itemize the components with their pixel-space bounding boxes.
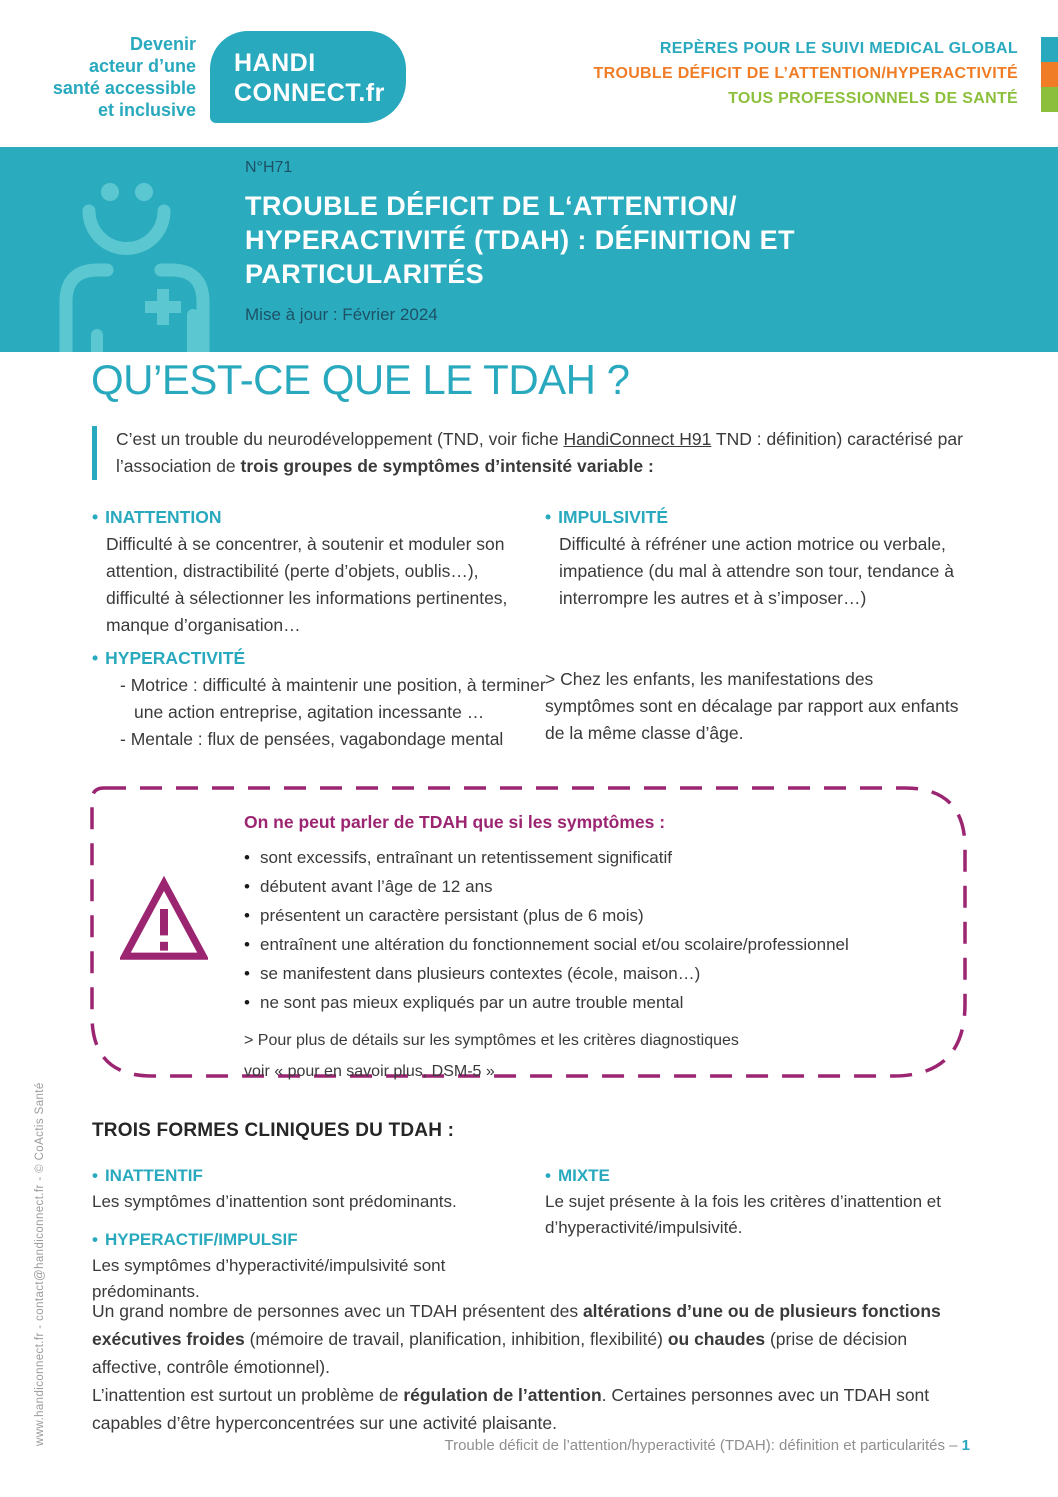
symptom-name: HYPERACTIVITÉ [105, 648, 246, 668]
brand-tagline [40, 33, 196, 121]
bullet-icon: • [244, 993, 250, 1012]
bullet-icon: • [244, 877, 250, 896]
closing-text: L’inattention est surtout un problème de [92, 1385, 404, 1405]
symptom-hyperactivite [92, 645, 545, 753]
logo-line-1: HANDI [234, 49, 316, 77]
fiche-title-line: HYPERACTIVITÉ (TDAH) : DÉFINITION ET [245, 225, 795, 255]
symptom-name: IMPULSIVITÉ [558, 507, 669, 527]
tagline-line: Devenir [129, 34, 196, 54]
handiconnect-logo-text [234, 48, 385, 108]
symptom-name: INATTENTION [105, 507, 222, 527]
form-hyperactif-impulsif [92, 1227, 545, 1305]
intro-paragraph [92, 426, 989, 480]
form-description: Le sujet présente à la fois les critères d’inattention et d’hyperactivité/impulsivité. [545, 1192, 941, 1237]
warning-more-info [244, 1025, 904, 1087]
symptom-description: Difficulté à réfréner une action motrice ou verbale, impatience (du mal à attendre son tour, tendance à interrompre les autres et à s’imposer…) [559, 534, 954, 608]
warning-triangle-icon [120, 866, 208, 976]
clinical-forms-heading: TROIS FORMES CLINIQUES DU TDAH : [92, 1120, 455, 1141]
section-heading-quest-ce-que-le-tdah: QU’EST-CE QUE LE TDAH ? [91, 356, 630, 403]
topic-suivi-medical: REPÈRES POUR LE SUIVI MEDICAL GLOBAL [659, 40, 1018, 57]
children-note-cell [545, 645, 967, 753]
closing-text: Un grand nombre de personnes avec un TDAH présentent des [92, 1301, 583, 1321]
page-footer [444, 1437, 970, 1454]
warning-bullet: • présentent un caractère persistant (plus de 6 mois) [244, 901, 904, 930]
fiche-title-line: TROUBLE DÉFICIT DE L‘ATTENTION/ [245, 191, 737, 221]
clinical-forms [92, 1163, 965, 1305]
bullet-icon: • [244, 848, 250, 867]
warning-criteria-list [244, 843, 904, 1017]
symptom-groups [92, 504, 965, 753]
topic-tdah: TROUBLE DÉFICIT DE L’ATTENTION/HYPERACTIVITÉ [593, 65, 1018, 82]
warning-box [90, 786, 967, 1078]
handiconnect-h91-link[interactable]: HandiConnect H91 [563, 429, 712, 449]
symptom-description: Difficulté à se concentrer, à soutenir et moduler son attention, distractibilité (perte d’objets, oublis…), difficulté à sélectionner les informations pertinentes, manque d’organisation… [106, 534, 508, 635]
form-inattentif [92, 1163, 545, 1215]
closing-text-bold: régulation de l’attention [403, 1385, 602, 1405]
topic-color-bars [1041, 37, 1058, 112]
symptom-sub-item: - Mentale : flux de pensées, vagabondage mental [120, 729, 504, 749]
closing-text: (prise de décision affective, contrôle émotionnel). [92, 1329, 908, 1377]
warning-bullet: • entraînent une altération du fonctionnement social et/ou scolaire/professionnel [244, 930, 904, 959]
clinical-forms-left-column [92, 1163, 545, 1305]
children-note: > Chez les enfants, les manifestations des symptômes sont en décalage par rapport aux enfants de la même classe d’âge. [545, 669, 959, 743]
intro-text: TND : définition) caractérisé par l’association de [116, 429, 963, 476]
clinical-forms-right-column [545, 1163, 965, 1305]
color-bar-green [1041, 87, 1058, 112]
form-description: Les symptômes d’hyperactivité/impulsivité sont prédominants. [92, 1256, 446, 1301]
bullet-icon: • [92, 648, 99, 668]
title-banner [0, 147, 1058, 352]
warning-more-line: > Pour plus de détails sur les symptômes et les critères diagnostiques [244, 1032, 739, 1049]
warning-bullet: • ne sont pas mieux expliqués par un autre trouble mental [244, 988, 904, 1017]
handiconnect-logo [210, 31, 406, 123]
warning-bullet: • débutent avant l’âge de 12 ans [244, 872, 904, 901]
bullet-icon: • [244, 935, 250, 954]
form-mixte [545, 1163, 965, 1241]
closing-text-bold: ou chaudes [667, 1329, 766, 1349]
update-date: Mise à jour : Février 2024 [245, 305, 438, 324]
color-bar-teal [1041, 37, 1058, 62]
bullet-icon: • [545, 1166, 551, 1185]
page-number: 1 [961, 1437, 970, 1454]
symptom-impulsivite [545, 504, 967, 639]
closing-text-bold: altérations d’une ou de plusieurs fonctions exécutives froides [92, 1301, 941, 1349]
intro-text: C’est un trouble du neurodéveloppement (TND, voir fiche [116, 429, 564, 449]
header-topics [594, 36, 1018, 111]
warning-bullet: • se manifestent dans plusieurs contextes (école, maison…) [244, 959, 904, 988]
intro-text-bold: trois groupes de symptômes d’intensité variable : [240, 456, 654, 476]
color-bar-orange [1041, 62, 1058, 87]
form-name: HYPERACTIF/IMPULSIF [104, 1230, 298, 1249]
bullet-icon: • [244, 906, 250, 925]
fiche-title-line: PARTICULARITÉS [245, 259, 485, 289]
doctor-smiley-icon [55, 177, 215, 352]
bullet-icon: • [92, 507, 99, 527]
form-name: MIXTE [557, 1166, 610, 1185]
bullet-icon: • [92, 1230, 98, 1249]
warning-more-line: voir « pour en savoir plus, DSM-5 » [244, 1063, 495, 1080]
footer-title: Trouble déficit de l’attention/hyperactivité (TDAH): définition et particularités – [444, 1437, 962, 1454]
topic-professionnels: TOUS PROFESSIONNELS DE SANTÉ [728, 90, 1018, 107]
tagline-line: acteur d’une [88, 56, 196, 76]
closing-text: (mémoire de travail, planification, inhibition, flexibilité) [244, 1329, 668, 1349]
tagline-line: santé accessible [52, 78, 196, 98]
warning-title: On ne peut parler de TDAH que si les symptômes : [244, 812, 666, 832]
tagline-line: et inclusive [97, 100, 196, 120]
vertical-contact-text: www.handiconnect.fr - contact@handiconnect.fr - © CoActis Santé [34, 1082, 46, 1446]
fiche-title [245, 189, 795, 291]
bullet-icon: • [545, 507, 552, 527]
symptom-inattention [92, 504, 545, 639]
form-name: INATTENTIF [104, 1166, 203, 1185]
fiche-number: N°H71 [245, 159, 293, 176]
form-description: Les symptômes d’inattention sont prédominants. [92, 1192, 457, 1211]
closing-text: . Certaines personnes avec un TDAH sont capables d’être hyperconcentrées sur une activité plaisante. [92, 1385, 930, 1433]
warning-bullet: • sont excessifs, entraînant un retentissement significatif [244, 843, 904, 872]
bullet-icon: • [244, 964, 250, 983]
bullet-icon: • [92, 1166, 98, 1185]
closing-paragraph [92, 1297, 974, 1437]
symptom-sub-item: - Motrice : difficulté à maintenir une position, à terminer une action entreprise, agitation incessante … [120, 675, 546, 722]
logo-line-2: CONNECT.fr [234, 79, 385, 107]
